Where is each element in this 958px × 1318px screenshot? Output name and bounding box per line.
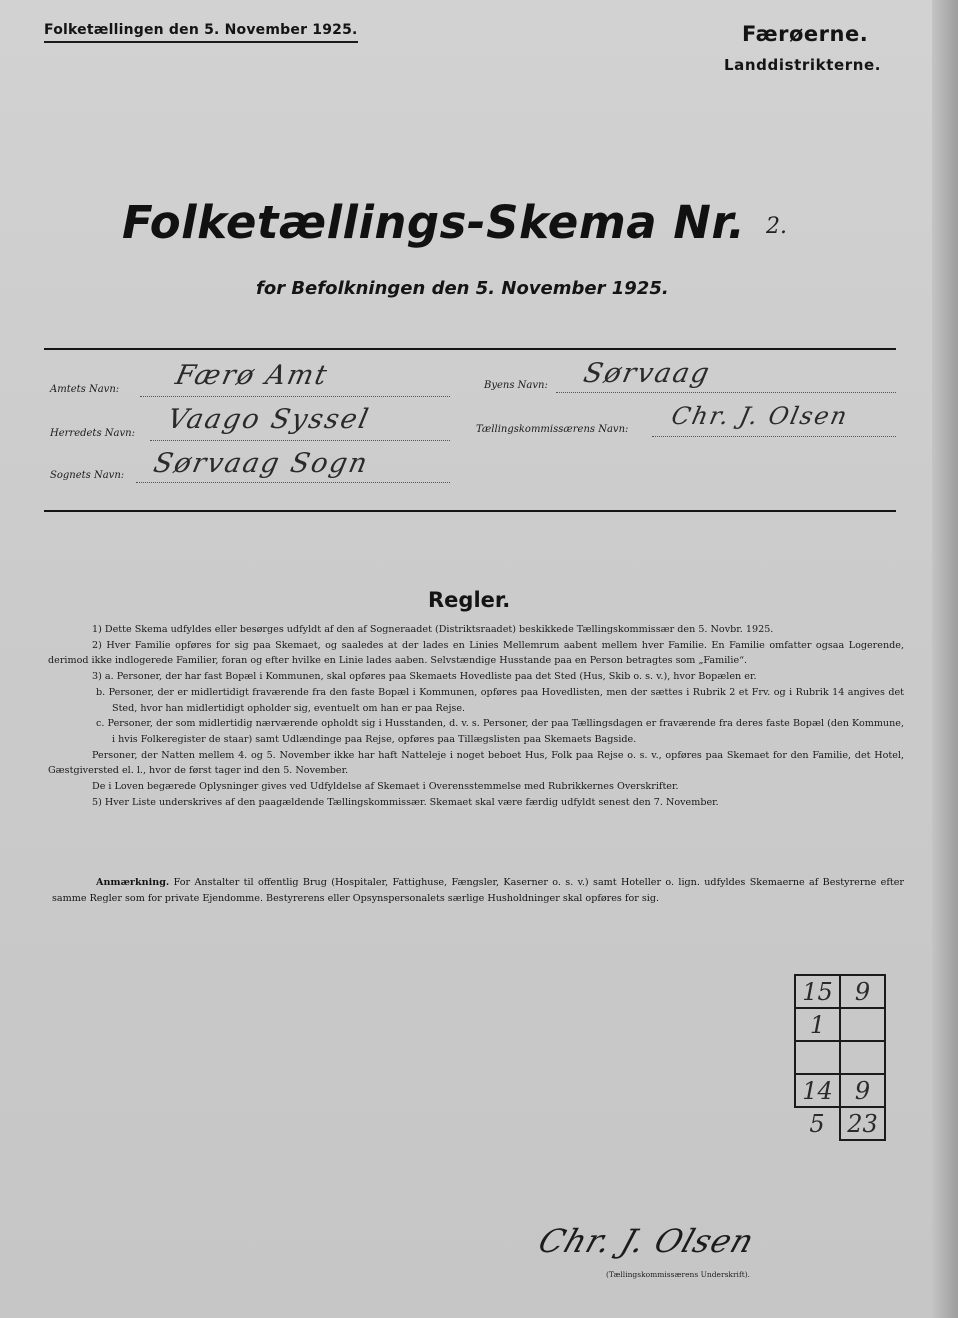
district-header: Landdistrikterne. bbox=[724, 56, 882, 74]
tally-cell: 1 bbox=[795, 1008, 840, 1041]
rules-body bbox=[48, 622, 904, 810]
rule-5: 5) Hver Liste underskrives af den paagældende Tællingskommissær. Skemaet skal være færdig udfyldt senest den 7. November. bbox=[92, 796, 719, 808]
sogn-value-handwritten: Sørvaag Sogn bbox=[150, 448, 372, 479]
tally-cell: 5 bbox=[809, 1110, 825, 1138]
census-date-header: Folketællingen den 5. November 1925. bbox=[44, 22, 358, 43]
herred-label: Herredets Navn: bbox=[50, 428, 135, 439]
tally-row bbox=[795, 975, 885, 1008]
tally-cell bbox=[795, 1041, 840, 1074]
region-header: Færøerne. bbox=[742, 22, 869, 46]
amt-label: Amtets Navn: bbox=[50, 384, 120, 395]
tally-cell: 15 bbox=[795, 975, 840, 1008]
signature-caption: (Tællingskommissærens Underskrift). bbox=[606, 1270, 751, 1279]
kommissaer-value-handwritten: Chr. J. Olsen bbox=[669, 402, 852, 430]
rule-2: 2) Hver Familie opføres for sig paa Skemaet, og saaledes at der lades en Linies Mellemrum aabent mellem hver Familie. En Familie omfatter ogsaa Logerende, derimod ikke indlogerede Familier, foran og efter hvilke en Linie lades aaben. Selvstændige Husstande paa en Person betragtes som „Familie“. bbox=[48, 639, 904, 667]
by-dotline bbox=[556, 392, 896, 393]
tally-cell bbox=[840, 1041, 885, 1074]
kommissaer-dotline bbox=[652, 436, 896, 437]
tally-box bbox=[794, 974, 886, 1141]
remark-paragraph bbox=[52, 875, 904, 907]
tally-row bbox=[795, 1074, 885, 1107]
rule-3d: Personer, der Natten mellem 4. og 5. November ikke har haft Natteleje i noget beboet Hus, Folk paa Rejse o. s. v., opføres paa Skemaet for den Familie, det Hotel, Gæstgiversted el. l., hvor de først tager ind den 5. November. bbox=[48, 749, 904, 777]
tally-row bbox=[795, 1107, 885, 1140]
rule-3a: 3) a. Personer, der har fast Bopæl i Kommunen, skal opføres paa Skemaets Hovedliste paa det Sted (Hus, Skib o. s. v.), hvor Bopælen er. bbox=[92, 671, 757, 683]
tally-cell bbox=[840, 1008, 885, 1041]
remark-lead: Anmærkning. bbox=[96, 877, 170, 888]
tally-cell: 9 bbox=[840, 1074, 885, 1107]
tally-cell: 14 bbox=[795, 1074, 840, 1107]
rule-3b: b. Personer, der er midlertidigt fraværende fra den faste Bopæl i Kommunen, opføres paa Hovedlisten, men der sættes i Rubrik 2 et Frv. og i Rubrik 14 angives det Sted, hvor han midlertidigt opholder sig, eventuelt om han er paa Rejse. bbox=[96, 686, 904, 714]
form-subtitle: for Befolkningen den 5. November 1925. bbox=[256, 278, 669, 299]
tally-row bbox=[795, 1008, 885, 1041]
herred-dotline bbox=[150, 440, 450, 441]
rule-1: 1) Dette Skema udfyldes eller besørges udfyldt af den af Sogneraadet (Distriktsraadet) beskikkede Tællingskommissær den 5. Novbr. 1925. bbox=[92, 624, 774, 635]
remark-text: For Anstalter til offentlig Brug (Hospitaler, Fattighuse, Fængsler, Kaserner o. s. v.) samt Hoteller o. lign. udfyldes Skemaerne af Bestyrerne efter samme Regler som for private Ejendomme. Bestyrerens eller Opsynspersonalets særlige Husholdninger skal opføres for sig. bbox=[52, 877, 904, 904]
by-label: Byens Navn: bbox=[484, 380, 548, 391]
section-rule-top bbox=[44, 348, 896, 350]
herred-value-handwritten: Vaago Syssel bbox=[164, 404, 373, 435]
page-edge-shadow bbox=[932, 0, 958, 1318]
sogn-dotline bbox=[136, 482, 450, 483]
amt-value-handwritten: Færø Amt bbox=[172, 360, 332, 391]
tally-row bbox=[795, 1041, 885, 1074]
amt-dotline bbox=[140, 396, 450, 397]
form-title: Folketællings-Skema Nr. bbox=[122, 196, 746, 249]
by-value-handwritten: Sørvaag bbox=[580, 358, 714, 389]
form-number-handwritten: 2. bbox=[766, 214, 787, 239]
kommissaer-label: Tællingskommissærens Navn: bbox=[476, 424, 629, 435]
rule-4: De i Loven begærede Oplysninger gives ved Udfyldelse af Skemaet i Overensstemmelse med Rubrikkernes Overskrifter. bbox=[92, 781, 679, 793]
rules-heading: Regler. bbox=[428, 588, 511, 612]
commissioner-signature: Chr. J. Olsen bbox=[533, 1222, 760, 1260]
section-rule-bottom bbox=[44, 510, 896, 512]
tally-cell: 23 bbox=[840, 1107, 885, 1140]
rule-3c: c. Personer, der som midlertidig nærværende opholdt sig i Husstanden, d. v. s. Personer, der paa Tællingsdagen er fraværende fra deres faste Bopæl (den Kommune, i hvis Folkeregister de staar) samt Udlændinge paa Rejse, opføres paa Tillægslisten paa Skemaets Bagside. bbox=[96, 718, 904, 745]
sogn-label: Sognets Navn: bbox=[50, 470, 125, 481]
tally-cell: 9 bbox=[840, 975, 885, 1008]
